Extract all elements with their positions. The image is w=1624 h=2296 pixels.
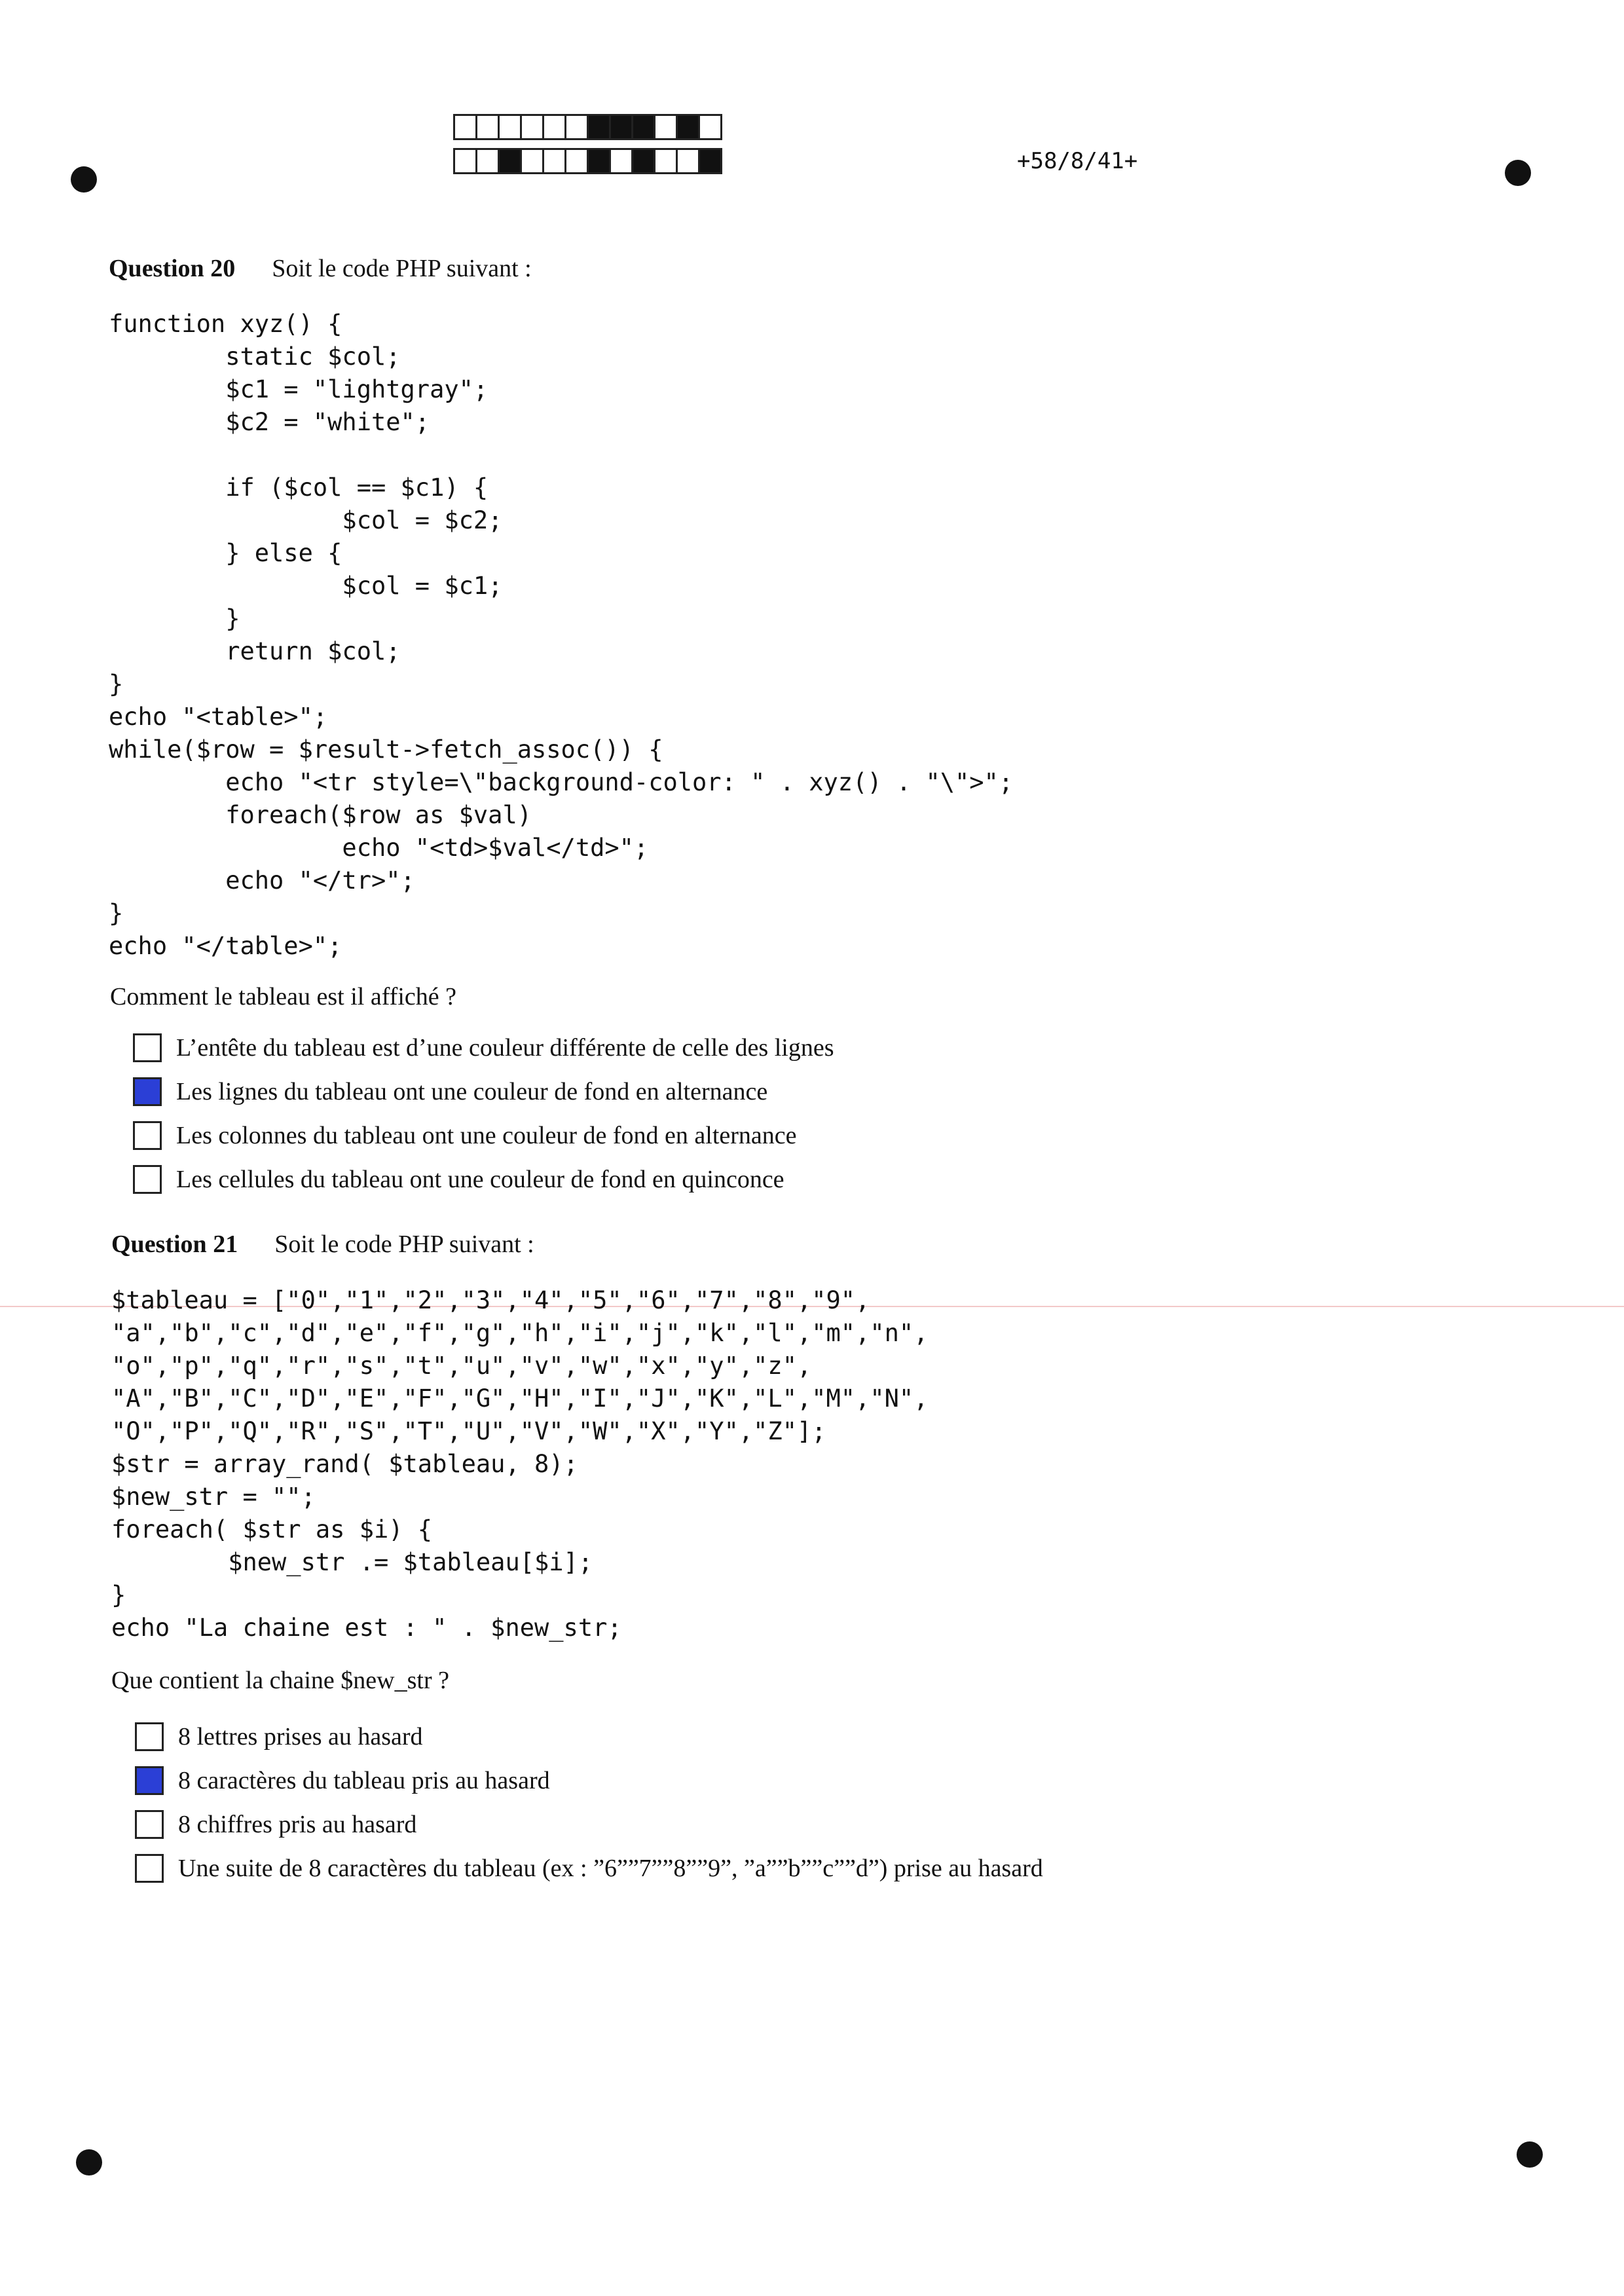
- barcode-cell: [564, 148, 589, 174]
- barcode-cell: [631, 114, 655, 140]
- question-21-header: [111, 1230, 534, 1259]
- question-21-prompt: Que contient la chaine $new_str ?: [111, 1667, 449, 1694]
- barcode-cell: [698, 114, 722, 140]
- answer-option[interactable]: [133, 1121, 797, 1150]
- barcode-cell: [498, 148, 522, 174]
- question-20-header: [109, 254, 532, 283]
- answer-option[interactable]: [133, 1033, 834, 1062]
- barcode-row-2: [453, 148, 720, 174]
- barcode-cell: [676, 114, 700, 140]
- barcode-cell: [631, 148, 655, 174]
- answer-checkbox[interactable]: [133, 1165, 162, 1194]
- answer-checkbox[interactable]: [135, 1722, 164, 1751]
- barcode-row-1: [453, 114, 720, 140]
- answer-label: Les cellules du tableau ont une couleur de fond en quinconce: [176, 1166, 784, 1193]
- answer-checkbox[interactable]: [135, 1766, 164, 1795]
- page-id: +58/8/41+: [1017, 148, 1138, 174]
- barcode-cell: [520, 114, 544, 140]
- answer-label: 8 lettres prises au hasard: [178, 1723, 423, 1750]
- answer-option[interactable]: [135, 1722, 423, 1751]
- answer-checkbox[interactable]: [133, 1121, 162, 1150]
- answer-option[interactable]: [135, 1810, 416, 1839]
- barcode-cell: [698, 148, 722, 174]
- barcode-cell: [654, 114, 678, 140]
- barcode-cell: [453, 148, 477, 174]
- barcode-cell: [520, 148, 544, 174]
- answer-option[interactable]: [133, 1077, 767, 1106]
- registration-mark-top-right: [1505, 160, 1531, 186]
- barcode-cell: [475, 114, 500, 140]
- answer-option[interactable]: [135, 1766, 550, 1795]
- barcode-cell: [609, 114, 633, 140]
- answer-label: Les colonnes du tableau ont une couleur de fond en alternance: [176, 1122, 797, 1149]
- registration-mark-top-left: [71, 166, 97, 193]
- barcode-cell: [587, 114, 611, 140]
- answer-checkbox[interactable]: [133, 1033, 162, 1062]
- barcode-cell: [542, 148, 566, 174]
- barcode-cell: [587, 148, 611, 174]
- answer-option[interactable]: [135, 1854, 1043, 1883]
- barcode-cell: [676, 148, 700, 174]
- answer-label: 8 caractères du tableau pris au hasard: [178, 1767, 550, 1794]
- barcode-cell: [542, 114, 566, 140]
- barcode-cell: [654, 148, 678, 174]
- answer-checkbox[interactable]: [135, 1810, 164, 1839]
- barcode-cell: [564, 114, 589, 140]
- answer-checkbox[interactable]: [133, 1077, 162, 1106]
- answer-label: 8 chiffres pris au hasard: [178, 1811, 417, 1838]
- answer-label: Les lignes du tableau ont une couleur de fond en alternance: [176, 1078, 768, 1105]
- barcode-cell: [453, 114, 477, 140]
- question-number: Question 20: [109, 255, 236, 282]
- registration-mark-bottom-right: [1517, 2141, 1543, 2168]
- answer-checkbox[interactable]: [135, 1854, 164, 1883]
- question-21-code: $tableau = ["0","1","2","3","4","5","6","7","8","9", "a","b","c","d","e","f","g","h","i","j","k","l","m","n", "o","p","q","r","s","t","u","v","w","x","y","z", "A","B","C","D","E","F","G","H","I","J","K","L","M","N", "O","P","Q","R","S","T","U","V","W","X","Y","Z"]; $str = array_rand( $tableau, 8); $new_str = ""; foreach( $str as $i) { $new_str .= $tableau[$i]; } echo "La chaine est : " . $new_str;: [111, 1286, 929, 1642]
- question-20-prompt: Comment le tableau est il affiché ?: [110, 983, 456, 1010]
- registration-mark-bottom-left: [76, 2149, 102, 2176]
- question-20-code: function xyz() { static $col; $c1 = "lightgray"; $c2 = "white"; if ($col == $c1) { $col = $c2; } else { $col = $c1; } return $col; } echo "<table>"; while($row = $result->fetch_assoc()) { echo "<tr style=\"background-color: " . xyz() . "\">"; foreach($row as $val) echo "<td>$val</td>"; echo "</tr>"; } echo "</table>";: [109, 310, 1014, 960]
- answer-label: L’entête du tableau est d’une couleur différente de celle des lignes: [176, 1034, 834, 1062]
- question-intro: Soit le code PHP suivant :: [272, 255, 532, 282]
- question-intro: Soit le code PHP suivant :: [274, 1231, 534, 1258]
- barcode-cell: [498, 114, 522, 140]
- barcode-cell: [609, 148, 633, 174]
- question-number: Question 21: [111, 1231, 238, 1258]
- answer-label: Une suite de 8 caractères du tableau (ex : ”6””7””8””9”, ”a””b””c””d”) prise au hasard: [178, 1855, 1043, 1882]
- barcode-cell: [475, 148, 500, 174]
- answer-option[interactable]: [133, 1165, 784, 1194]
